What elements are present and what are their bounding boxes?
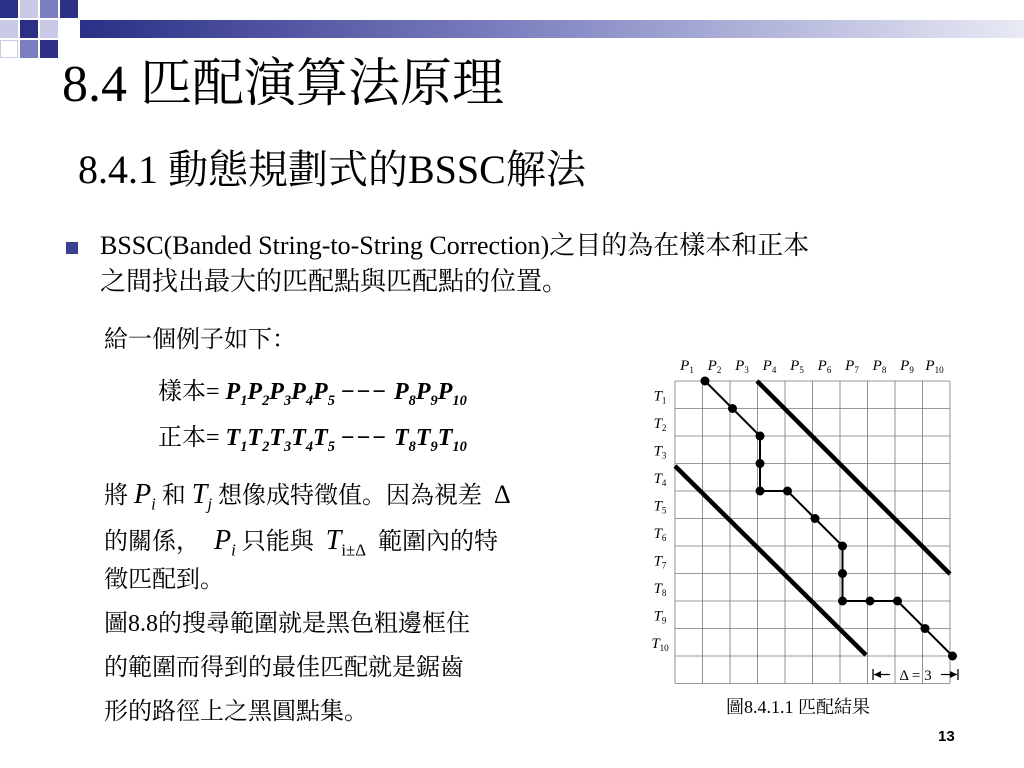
column-label: $P_8$ xyxy=(872,358,887,375)
original-label: 正本= xyxy=(158,425,220,451)
band-lower-boundary xyxy=(675,466,866,655)
sample-label: 樣本= xyxy=(158,379,220,405)
sample-term: $P_1$ xyxy=(225,379,248,409)
deco-square xyxy=(0,20,18,38)
row-label: $T_{10}$ xyxy=(651,636,669,653)
band-upper-boundary xyxy=(757,381,950,574)
row-label: $T_5$ xyxy=(653,498,667,516)
symbol-t-range: $T_{i\pm\Delta}$ xyxy=(325,525,367,560)
delta-label: Δ = 3 xyxy=(899,668,932,684)
sample-row xyxy=(158,378,467,410)
deco-line xyxy=(0,40,18,58)
symbol-p-i: $P_i$ xyxy=(134,479,156,514)
original-sequence xyxy=(225,425,467,455)
match-point xyxy=(756,459,765,468)
original-term: $T_5$ xyxy=(313,425,335,455)
symbol-p-i: $P_i$ xyxy=(214,525,236,560)
text-fragment: 範圍內的特 xyxy=(378,529,499,555)
original-dashes: −−− xyxy=(340,425,388,451)
match-point xyxy=(838,542,847,551)
column-labels xyxy=(679,358,944,375)
original-term: $T_{10}$ xyxy=(437,425,467,455)
text-fragment: 的關係， xyxy=(104,529,200,555)
original-term: $T_4$ xyxy=(291,425,314,455)
sample-term: $P_3$ xyxy=(269,379,292,409)
row-label: $T_2$ xyxy=(653,416,667,433)
match-point xyxy=(893,597,902,606)
para-figure-line-2: 的範圍而得到的最佳匹配就是鋸齒 xyxy=(104,655,464,681)
row-label: $T_7$ xyxy=(653,553,667,571)
deco-gradient-bar xyxy=(80,20,1024,38)
row-label: $T_8$ xyxy=(653,581,667,598)
para-line-3: 徵匹配到。 xyxy=(104,567,224,593)
text-fragment: 想像成特徵值。因為視差 xyxy=(218,483,483,509)
sample-term: $P_5$ xyxy=(313,379,335,409)
deco-square xyxy=(40,20,58,38)
sample-dashes: −−− xyxy=(340,379,388,405)
bullet-text xyxy=(100,228,970,300)
original-term: $T_2$ xyxy=(247,425,270,455)
row-label: $T_6$ xyxy=(653,526,667,543)
original-term: $T_8$ xyxy=(393,425,416,455)
match-point xyxy=(783,487,792,496)
match-point xyxy=(701,377,710,386)
sample-term: $P_{10}$ xyxy=(437,379,467,409)
section-subtitle: 8.4.1 動態規劃式的BSSC解法 xyxy=(78,147,586,192)
para-line-1 xyxy=(104,478,511,515)
sample-term: $P_9$ xyxy=(415,379,438,409)
page-title: 8.4 匹配演算法原理 xyxy=(62,56,505,113)
deco-square xyxy=(60,0,78,18)
para-figure-line-1: 圖8.8的搜尋範圍就是黑色粗邊框住 xyxy=(104,611,470,637)
column-label: $P_1$ xyxy=(680,358,694,375)
deco-square xyxy=(20,40,38,58)
sample-term: $P_8$ xyxy=(393,379,416,409)
deco-square xyxy=(40,40,58,58)
row-label: $T_1$ xyxy=(653,388,667,406)
page-number: 13 xyxy=(938,728,955,745)
delta-span-indicator xyxy=(873,668,958,684)
row-label: $T_9$ xyxy=(653,608,667,626)
match-point xyxy=(866,597,875,606)
row-labels xyxy=(651,389,669,654)
original-term: $T_1$ xyxy=(225,425,248,455)
bullet-line-1: BSSC(Banded String-to-String Correction)之目的為在樣本和正本 xyxy=(100,231,810,260)
text-fragment: 只能與 xyxy=(241,529,314,555)
example-intro: 給一個例子如下： xyxy=(104,327,296,353)
deco-square xyxy=(20,0,38,18)
bullet-line-2: 之間找出最大的匹配點與匹配點的位置。 xyxy=(100,267,569,296)
column-label: $P_5$ xyxy=(790,358,804,375)
figure-caption: 圖8.4.1.1 匹配結果 xyxy=(726,697,870,717)
column-label: $P_6$ xyxy=(817,358,832,375)
delta-symbol: Δ xyxy=(494,480,511,509)
row-label: $T_3$ xyxy=(653,443,667,461)
column-label: $P_2$ xyxy=(707,358,722,375)
match-grid-figure xyxy=(640,350,970,690)
symbol-t-j: $T_j$ xyxy=(191,479,213,514)
column-label: $P_3$ xyxy=(735,358,749,375)
sample-sequence xyxy=(225,379,467,409)
match-point xyxy=(756,432,765,441)
deco-square xyxy=(40,0,58,18)
deco-square xyxy=(0,0,18,18)
match-point xyxy=(948,652,957,661)
row-label: $T_4$ xyxy=(653,471,667,488)
column-label: $P_4$ xyxy=(762,358,777,375)
column-label: $P_7$ xyxy=(845,358,859,375)
deco-square xyxy=(20,20,38,38)
sample-term: $P_2$ xyxy=(247,379,270,409)
bullet-marker xyxy=(66,242,78,254)
sample-term: $P_4$ xyxy=(291,379,314,409)
text-fragment: 和 xyxy=(161,483,186,509)
match-point xyxy=(728,404,737,413)
para-figure-line-3: 形的路徑上之黑圓點集。 xyxy=(104,699,368,725)
match-point xyxy=(921,624,930,633)
match-point xyxy=(838,597,847,606)
column-label: $P_{10}$ xyxy=(925,358,944,375)
match-point xyxy=(838,569,847,578)
para-line-2 xyxy=(104,524,498,561)
original-term: $T_9$ xyxy=(415,425,438,455)
match-point xyxy=(756,487,765,496)
text-fragment: 將 xyxy=(104,483,128,509)
column-label: $P_9$ xyxy=(900,358,914,375)
match-point xyxy=(811,514,820,523)
original-term: $T_3$ xyxy=(269,425,292,455)
original-row xyxy=(158,424,467,456)
